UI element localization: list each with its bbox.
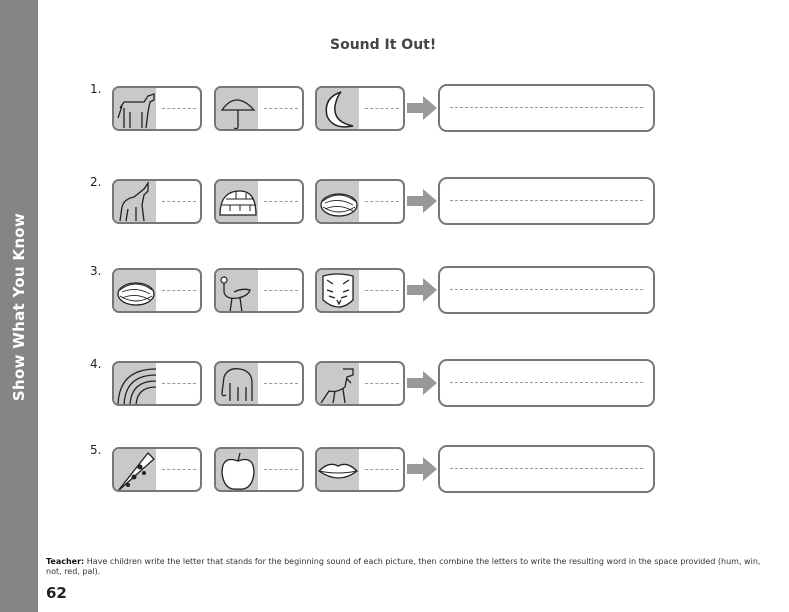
letter-box-3[interactable] (315, 361, 405, 406)
letter-box-3[interactable] (315, 268, 405, 313)
exercise-row-5 (0, 443, 789, 495)
exercise-row-3 (0, 264, 789, 316)
wolf-icon (114, 181, 156, 224)
igloo-icon (216, 181, 258, 224)
answer-box[interactable] (438, 84, 655, 132)
letter-box-3[interactable] (315, 447, 405, 492)
arrow-icon (407, 189, 437, 213)
answer-box[interactable] (438, 445, 655, 493)
teacher-note (46, 557, 766, 577)
elephant-icon (216, 363, 258, 406)
pizza-icon (114, 449, 156, 492)
letter-box-2[interactable] (214, 179, 304, 224)
tiger-icon (317, 270, 359, 313)
letter-box-2[interactable] (214, 268, 304, 313)
nest-icon (317, 181, 359, 224)
apple-icon (216, 449, 258, 492)
row-number: 1. (90, 82, 102, 96)
teacher-note-text: Have children write the letter that stands for the beginning sound of each picture, then combine the letters to write the resulting word in the space provided (hum, win, not, red, pal). (46, 557, 761, 576)
letter-box-2[interactable] (214, 447, 304, 492)
row-number: 5. (90, 443, 102, 457)
umbrella-icon (216, 88, 258, 131)
letter-box-1[interactable] (112, 179, 202, 224)
teacher-label: Teacher: (46, 557, 85, 566)
nest-icon (114, 270, 156, 313)
arrow-icon (407, 278, 437, 302)
page-number: 62 (46, 584, 67, 602)
answer-box[interactable] (438, 177, 655, 225)
letter-box-1[interactable] (112, 447, 202, 492)
letter-box-2[interactable] (214, 86, 304, 131)
exercise-row-2 (0, 175, 789, 227)
arrow-icon (407, 96, 437, 120)
sidebar-label: Show What You Know (10, 212, 28, 402)
arrow-icon (407, 371, 437, 395)
row-number: 2. (90, 175, 102, 189)
letter-box-1[interactable] (112, 361, 202, 406)
lips-icon (317, 449, 359, 492)
horse-icon (114, 88, 156, 131)
row-number: 3. (90, 264, 102, 278)
rainbow-icon (114, 363, 156, 406)
answer-box[interactable] (438, 266, 655, 314)
exercise-row-4 (0, 357, 789, 409)
letter-box-3[interactable] (315, 86, 405, 131)
exercise-row-1 (0, 82, 789, 134)
ostrich-icon (216, 270, 258, 313)
moon-icon (317, 88, 359, 131)
letter-box-3[interactable] (315, 179, 405, 224)
letter-box-1[interactable] (112, 86, 202, 131)
letter-box-2[interactable] (214, 361, 304, 406)
arrow-icon (407, 457, 437, 481)
letter-box-1[interactable] (112, 268, 202, 313)
dinosaur-icon (317, 363, 359, 406)
row-number: 4. (90, 357, 102, 371)
page-title: Sound It Out! (330, 37, 437, 53)
answer-box[interactable] (438, 359, 655, 407)
